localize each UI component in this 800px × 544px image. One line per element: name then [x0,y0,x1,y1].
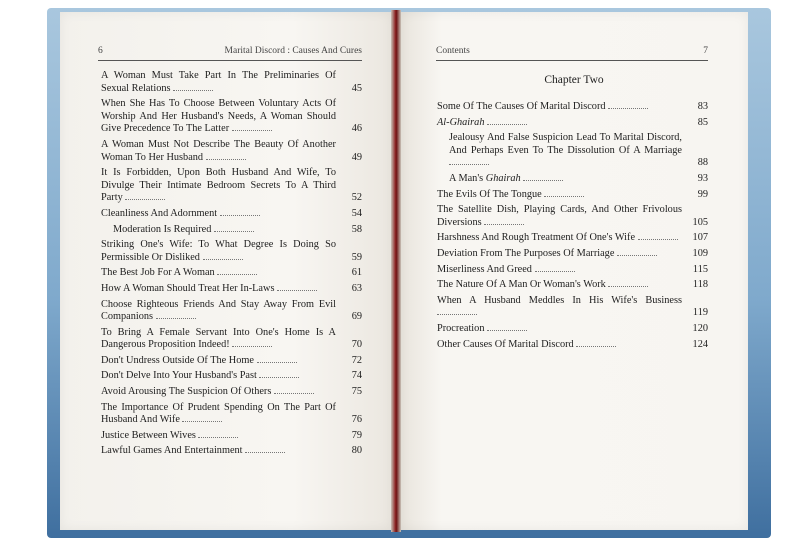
toc-entry [101,370,362,383]
toc-entry [437,323,708,336]
toc-entry-title [101,139,336,164]
toc-entry-text: A Woman Must Not Describe The Beauty Of Another Woman To Her Husband [101,138,336,163]
toc-entry-page: 58 [351,223,362,235]
toc-entry-text: Don't Undress Outside Of The Home [101,354,254,366]
toc-entry-text: The Best Job For A Woman [101,267,215,279]
toc-entry-page: 54 [351,207,362,219]
toc-entry-text: Striking One's Wife: To What Degree Is Doing So Permissible Or Disliked [101,239,336,263]
toc-entry-text: The Evils Of The Tongue [437,188,542,200]
toc-entry-text: A Man's [449,172,484,184]
toc-entry-page: 46 [351,123,362,135]
toc-entry [101,98,362,136]
leader-dots [523,180,563,181]
leader-dots [638,239,678,240]
leader-dots [173,90,213,91]
toc-entry [101,224,362,237]
toc-entry-title [101,355,336,368]
left-running-title: Marital Discord : Causes And Cures [224,46,362,56]
toc-entry-title [101,70,336,95]
left-page-number: 6 [98,46,103,56]
toc-entry-title [101,167,336,205]
toc-entry-title [437,204,682,229]
toc-entry-title [101,98,336,136]
toc-entry-title [437,189,682,202]
toc-entry-page: 69 [351,311,362,323]
toc-entry-page: 88 [697,157,708,169]
toc-entry [101,139,362,164]
leader-dots [617,255,657,256]
leader-dots [217,274,257,275]
toc-entry-title [101,283,336,296]
toc-entry-text: When She Has To Choose Between Voluntary Acts Of Worship And Her Husband's Needs, A Woman Should Give Precedence To The Latter [101,98,336,135]
toc-entry-text: Justice Between Wives [101,429,196,441]
toc-entry-text: To Bring A Female Servant Into One's Home Is A Dangerous Proposition Indeed! [101,326,336,351]
toc-entry-page: 107 [692,232,708,244]
toc-entry-page: 63 [351,282,362,294]
leader-dots [232,130,272,131]
toc-entry [437,189,708,202]
toc-entry-page: 85 [697,116,708,128]
toc-entry-text: Avoid Arousing The Suspicion Of Others [101,386,272,398]
toc-entry [101,167,362,205]
leader-dots [156,318,196,319]
toc-entry-text: Miserliness And Greed [437,263,532,275]
leader-dots [203,259,243,260]
toc-entry-title [101,208,336,221]
toc-entry [101,355,362,368]
leader-dots [576,346,616,347]
leader-dots [214,231,254,232]
toc-entry [101,239,362,264]
toc-entry-text: Cleanliness And Adornment [101,207,218,219]
toc-entry-title [101,239,336,264]
toc-entry-page: 83 [697,101,708,112]
leader-dots [220,215,260,216]
toc-entry-italic-text: Ghairah [485,172,521,184]
leader-dots [535,271,575,272]
toc-entry-title [437,248,682,261]
toc-entry-title [101,430,336,443]
toc-entry-title [101,370,336,383]
leader-dots [487,124,527,125]
toc-entry-page: 99 [697,188,708,200]
leader-dots [544,196,584,197]
toc-entry-text: Al-Ghairah [437,116,485,128]
toc-entry-text: Don't Delve Into Your Husband's Past [101,370,257,382]
toc-entry-page: 93 [697,172,708,184]
toc-entry-text: Other Causes Of Marital Discord [437,338,574,350]
toc-entry-text: It Is Forbidden, Upon Both Husband And Wife, To Divulge Their Intimate Bedroom Secrets To A Third Party [101,167,336,204]
toc-entry [101,208,362,221]
toc-entry-page: 115 [692,263,708,275]
toc-entry-page: 79 [351,429,362,441]
leader-dots [487,330,527,331]
toc-entry-page: 45 [351,82,362,94]
toc-entry-page: 72 [351,354,362,366]
toc-entry-title [101,402,336,427]
toc-entry-title [437,101,682,114]
toc-entry [437,173,708,186]
leader-dots [257,362,297,363]
toc-entry-title [101,224,336,237]
toc-entry-text: Choose Righteous Friends And Stay Away From Evil Companions [101,298,336,323]
toc-entry [437,101,708,114]
toc-entry [101,402,362,427]
toc-entry-title [437,132,682,170]
toc-entry-title [101,386,336,399]
toc-entry-page: 119 [692,307,708,319]
toc-entry-text: The Satellite Dish, Playing Cards, And Other Frivolous Diversions [437,204,682,228]
leader-dots [274,393,314,394]
right-page-number: 7 [703,46,708,56]
toc-entry [101,430,362,443]
toc-entry-text: Harshness And Rough Treatment Of One's Wife [437,232,636,244]
toc-entry [437,117,708,130]
toc-entry-text: When A Husband Meddles In His Wife's Business [437,294,682,306]
toc-entry [101,386,362,399]
toc-entry-title [101,445,336,458]
right-toc-list [437,101,708,354]
toc-entry-title [437,232,682,245]
toc-entry-title [437,117,682,130]
leader-dots [484,224,524,225]
toc-entry-title [437,323,682,336]
leader-dots [608,108,648,109]
toc-entry [437,232,708,245]
leader-dots [245,452,285,453]
toc-entry [437,204,708,229]
toc-entry-title [101,267,336,280]
toc-entry-text: The Nature Of A Man Or Woman's Work [437,279,606,291]
toc-entry-text: Procreation [437,322,485,334]
left-toc-list [101,70,362,461]
toc-entry-text: A Woman Must Take Part In The Preliminaries Of Sexual Relations [101,70,336,94]
toc-entry [101,70,362,95]
toc-entry-page: 105 [692,216,708,228]
toc-entry-page: 74 [351,370,362,382]
toc-entry-text: The Importance Of Prudent Spending On The Part Of Husband And Wife [101,401,336,426]
toc-entry-page: 109 [692,247,708,259]
toc-entry-title [437,279,682,292]
leader-dots [232,346,272,347]
toc-entry-text: Jealousy And False Suspicion Lead To Marital Discord, And Perhaps Even To The Dissolution Of A Marriage [449,132,682,156]
toc-entry [437,339,708,352]
toc-entry-page: 80 [351,445,362,457]
toc-entry-text: Lawful Games And Entertainment [101,445,243,457]
toc-entry [437,279,708,292]
leader-dots [182,421,222,422]
leader-dots [198,437,238,438]
toc-entry-title [437,339,682,352]
toc-entry-page: 52 [351,192,362,204]
leader-dots [206,159,246,160]
toc-entry-text: Some Of The Causes Of Marital Discord [437,101,606,112]
toc-entry-title [101,299,336,324]
toc-entry-page: 118 [692,279,708,291]
right-header-rule [436,60,708,61]
toc-entry-title [101,327,336,352]
leader-dots [608,286,648,287]
toc-entry [437,264,708,277]
toc-entry [101,445,362,458]
toc-entry [101,283,362,296]
toc-entry-title [437,173,682,186]
toc-entry [437,132,708,170]
toc-entry-title [437,264,682,277]
toc-entry [101,267,362,280]
toc-entry-page: 49 [351,151,362,163]
leader-dots [437,314,477,315]
toc-entry [101,299,362,324]
leader-dots [449,164,489,165]
chapter-heading: Chapter Two [544,74,604,86]
toc-entry [437,295,708,320]
toc-entry-page: 70 [351,339,362,351]
toc-entry-text: Moderation Is Required [113,223,212,235]
book-spine-gutter [391,10,401,532]
toc-entry-page: 75 [351,386,362,398]
toc-entry-page: 59 [351,251,362,263]
leader-dots [259,377,299,378]
toc-entry-title [437,295,682,320]
toc-entry-page: 120 [692,322,708,334]
toc-entry [437,248,708,261]
toc-entry [101,327,362,352]
left-header-rule [98,60,362,61]
toc-entry-page: 124 [692,338,708,350]
toc-entry-text: How A Woman Should Treat Her In-Laws [101,282,275,294]
toc-entry-page: 61 [351,267,362,279]
leader-dots [277,290,317,291]
toc-entry-text: Deviation From The Purposes Of Marriage [437,247,615,259]
right-running-title: Contents [436,46,470,56]
leader-dots [125,199,165,200]
toc-entry-page: 76 [351,414,362,426]
